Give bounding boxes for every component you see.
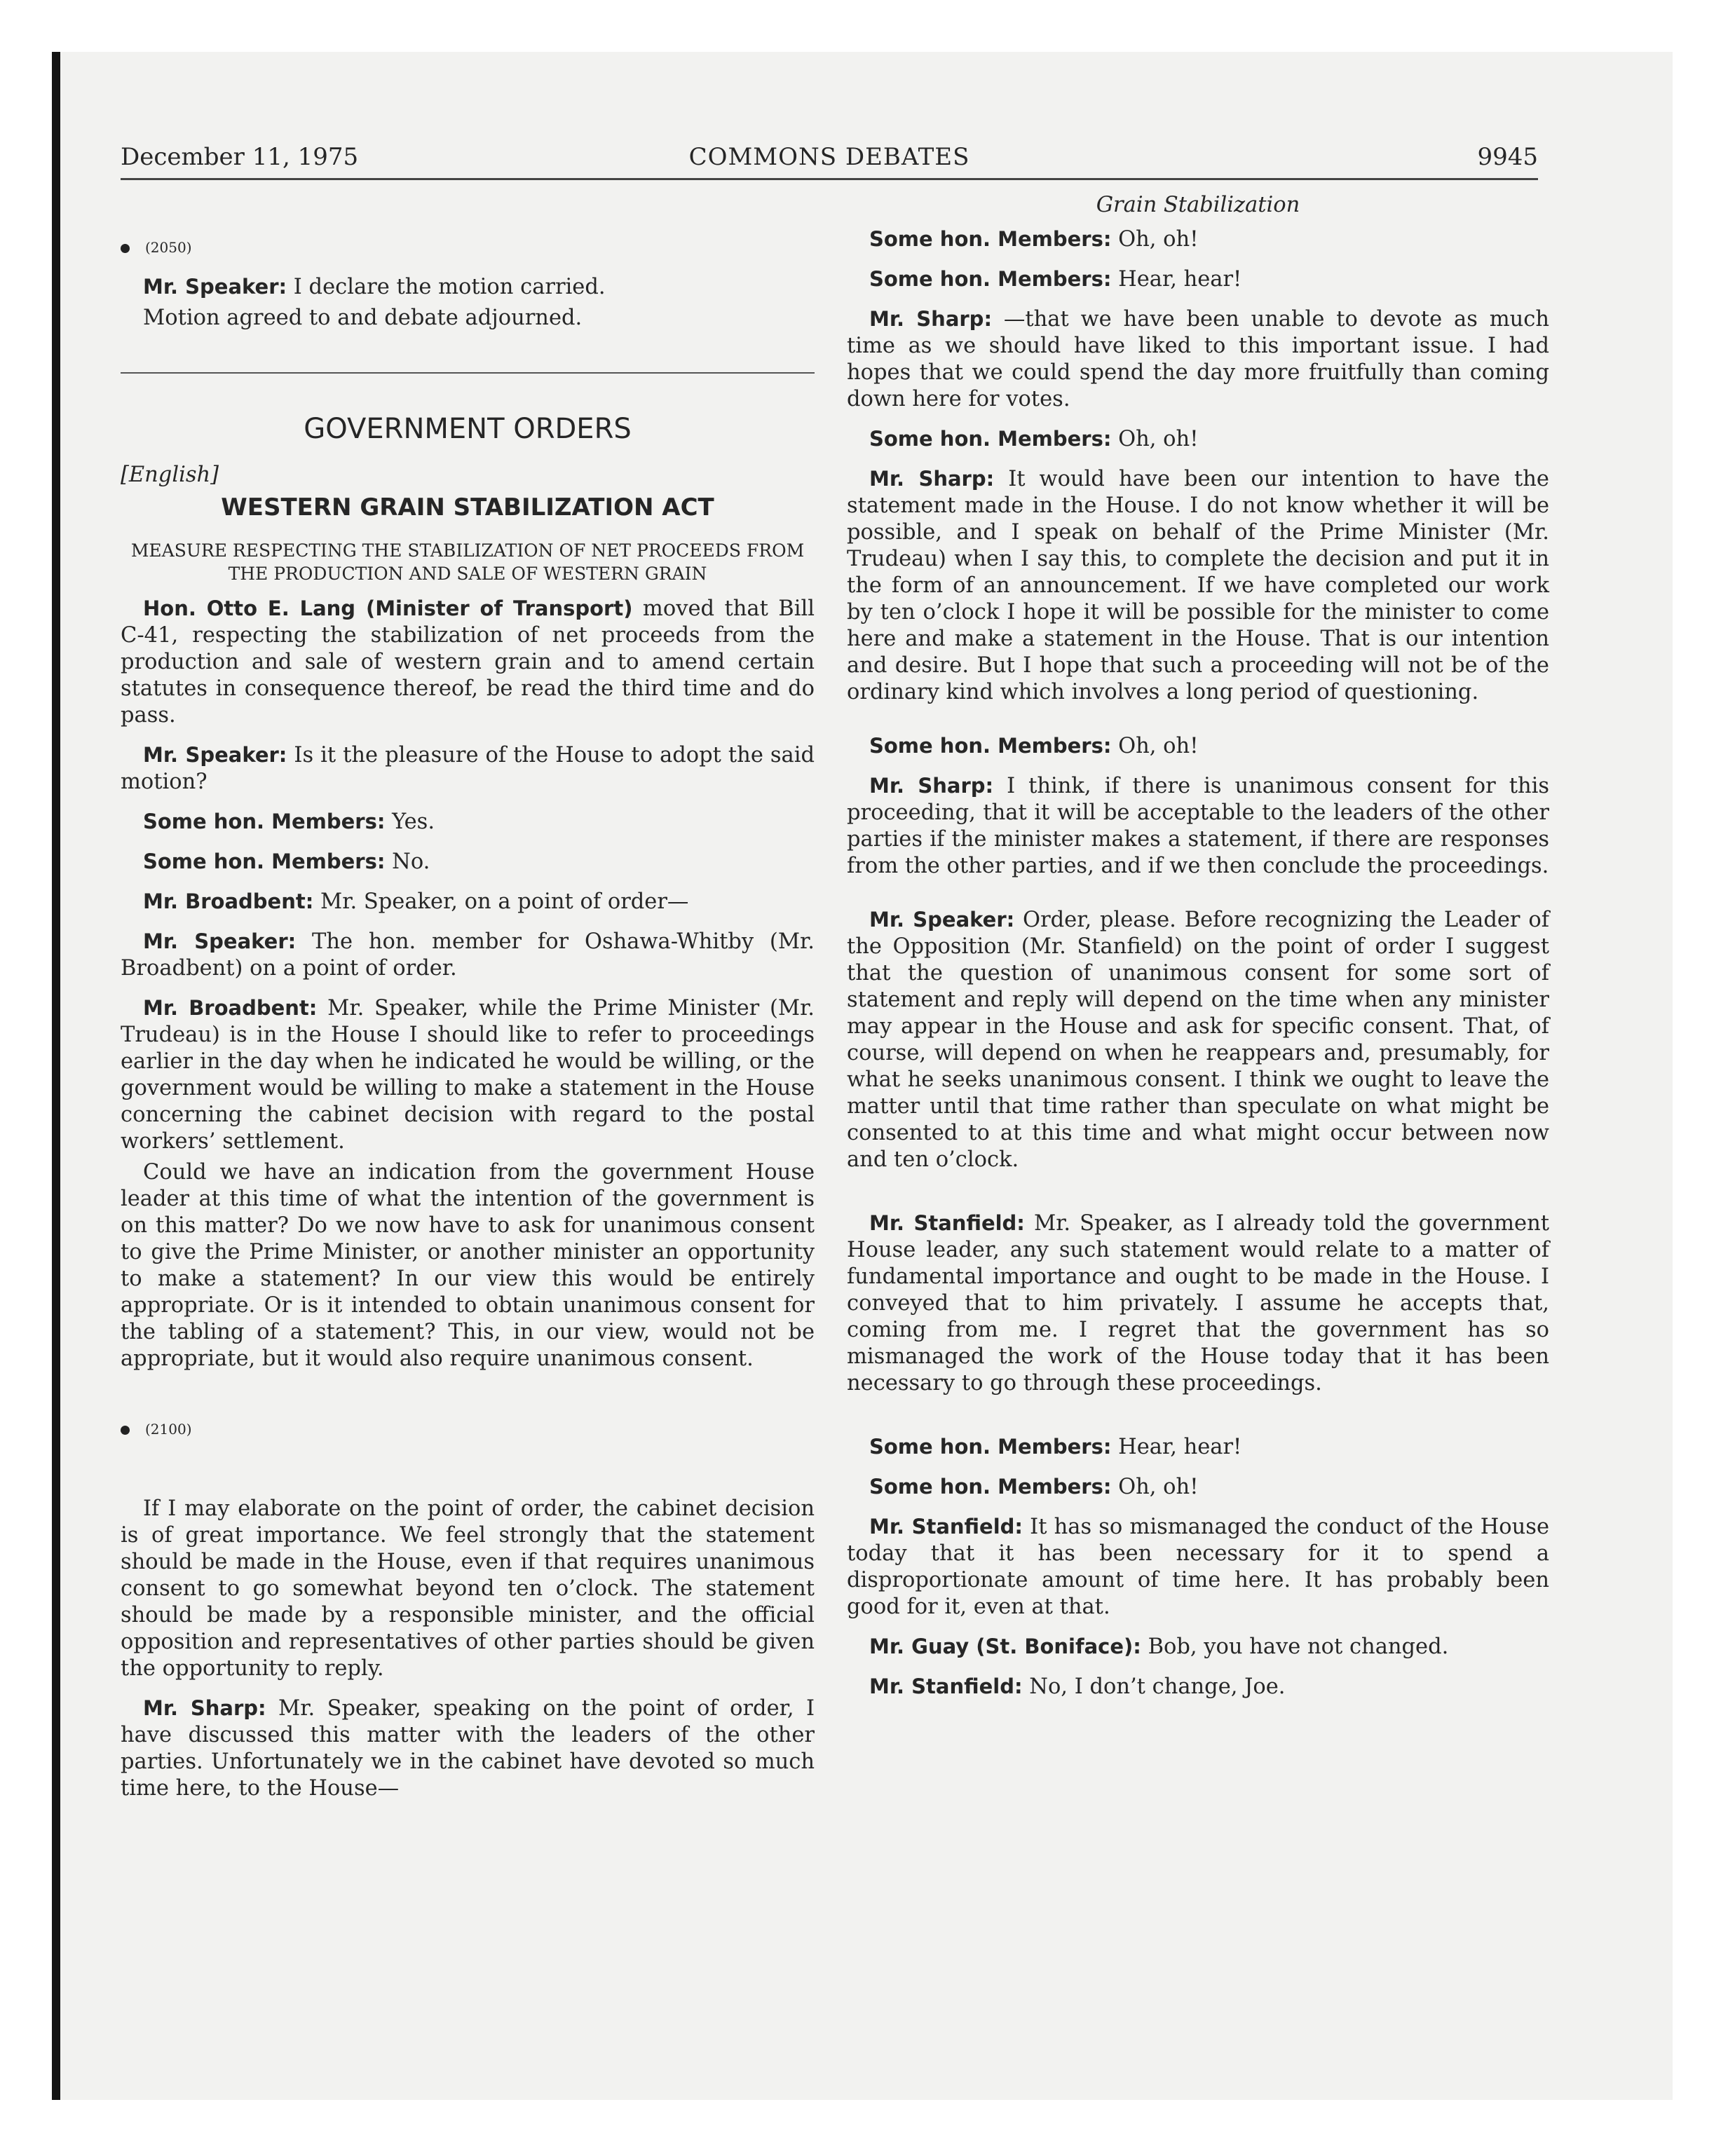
speaker-name: Mr. Sharp: — [143, 1696, 266, 1720]
speech-paragraph — [121, 995, 815, 1155]
section-title: GOVERNMENT ORDERS — [304, 413, 632, 445]
bullet-icon — [121, 244, 130, 253]
speech-paragraph — [847, 906, 1549, 1173]
speech-text: Hear, hear! — [1111, 1435, 1242, 1459]
header-date: December 11, 1975 — [121, 143, 359, 171]
speech-text: —that we have been unable to devote as much time as we should have liked to this important issue. I had hopes that we could spend the day more fruitfully than coming down here for votes. — [847, 307, 1549, 411]
speech-text: I think, if there is unanimous consent for this proceeding, that it will be acceptable to the leaders of the other parties if the minister makes a statement, if there are responses from the other parties, and if we then conclude the proceedings. — [847, 774, 1550, 878]
speech-text: It has so mismanaged the conduct of the House today that it has been necessary for it to spend a disproportionate amount of time here. It has probably been good for it, even at that. — [847, 1515, 1550, 1619]
speech-text: Mr. Speaker, while the Prime Minister (Mr. Trudeau) is in the House I should like to refer to proceedings earlier in the day when he indicated he would be willing, or the government would be willing to make a statement in the House concerning the cabinet decision with regard to the postal workers’ settlement. — [121, 996, 815, 1154]
speech-paragraph — [847, 772, 1549, 880]
speaker-name: Some hon. Members: — [143, 850, 386, 873]
header-publication: COMMONS DEBATES — [688, 143, 970, 171]
speech-paragraph — [121, 808, 815, 835]
speech-paragraph — [847, 306, 1549, 413]
speaker-name: Mr. Sharp: — [869, 774, 994, 798]
header-page-number: 9945 — [1477, 143, 1538, 171]
speaker-name: Mr. Guay (St. Boniface): — [869, 1635, 1141, 1658]
time-marker-text: (2100) — [145, 1421, 192, 1438]
speech-paragraph: If I may elaborate on the point of order, the cabinet decision is of great importance. We feel strongly that the statement should be made in the House, even if that requires unanimous consent to go somewhat beyond ten o’clock. The statement should be made by a responsible minister, and the official opposition and representatives of other parties should be given the opportunity to reply. — [121, 1496, 815, 1681]
act-title: WESTERN GRAIN STABILIZATION ACT — [221, 493, 714, 521]
speaker-name: Mr. Stanfield: — [869, 1515, 1023, 1538]
speech-paragraph — [121, 928, 815, 982]
speech-paragraph — [121, 1695, 815, 1802]
section-divider — [121, 372, 815, 374]
speaker-name: Some hon. Members: — [869, 227, 1112, 251]
speech-paragraph — [847, 1513, 1549, 1621]
speech-text: It would have been our intention to have the statement made in the House. I do not know whether it will be possible, and I speak on behalf of the Prime Minister (Mr. Trudeau) when I say this, to complete the decision and put it in the form of an announcement. If we have completed our work by ten o’clock I hope it will be possible for the minister to come here and make a statement in the House. That is our intention and desire. But I hope that such a proceeding will not be of the ordinary kind which involves a long period of questioning. — [847, 467, 1549, 704]
speech-text: Bob, you have not changed. — [1141, 1635, 1449, 1659]
speech-paragraph — [847, 425, 1549, 453]
speaker-name: Some hon. Members: — [869, 427, 1112, 451]
time-marker-text: (2050) — [145, 239, 192, 256]
speaker-name: Some hon. Members: — [869, 267, 1112, 291]
speech-paragraph — [121, 888, 815, 915]
speech-text: Oh, oh! — [1111, 427, 1199, 451]
speech-text: Hear, hear! — [1111, 267, 1242, 292]
speaker-name: Mr. Speaker: — [143, 275, 287, 299]
speech-text: Yes. — [385, 810, 435, 834]
speech-paragraph — [847, 1633, 1549, 1660]
speech-text: Order, please. Before recognizing the Leader of the Opposition (Mr. Stanfield) on the point of order I suggest that the question of unanimous consent for some sort of statement and reply will depend on the time when any minister may appear in the House and ask for specific consent. That, of course, will depend on when he reappears and, presumably, for what he seeks unanimous consent. I think we ought to leave the matter until that time rather than speculate on what might be consented to at this time and what might occur between now and ten o’clock. — [847, 908, 1549, 1172]
scan-edge — [52, 52, 60, 2100]
speaker-name: Mr. Broadbent: — [143, 996, 318, 1020]
speaker-name: Mr. Speaker: — [143, 743, 287, 767]
speech-paragraph — [847, 1673, 1549, 1700]
speech-text: I declare the motion carried. — [287, 275, 606, 299]
speaker-name: Mr. Stanfield: — [869, 1674, 1023, 1698]
speaker-name: Mr. Speaker: — [143, 929, 297, 953]
speech-paragraph — [847, 226, 1549, 253]
speaker-name: Hon. Otto E. Lang (Minister of Transport) — [143, 596, 633, 620]
speaker-name: Mr. Stanfield: — [869, 1211, 1025, 1235]
speech-paragraph — [847, 1210, 1549, 1397]
speaker-name: Mr. Broadbent: — [143, 889, 314, 913]
procedural-note: Motion agreed to and debate adjourned. — [143, 306, 583, 330]
speech-text: Oh, oh! — [1111, 1475, 1199, 1499]
speaker-name: Mr. Sharp: — [869, 467, 995, 491]
speaker-name: Some hon. Members: — [869, 1435, 1112, 1459]
speech-paragraph: Could we have an indication from the government House leader at this time of what the intention of the government is on this matter? Do we now have to ask for unanimous consent to give the Prime Minister, or another minister an opportunity to make a statement? In our view this would be entirely appropriate. Or is it intended to obtain unanimous consent for the tabling of a statement? This, in our view, would not be appropriate, but it would also require unanimous consent. — [121, 1160, 815, 1371]
topic-heading: Grain Stabilization — [1096, 193, 1300, 217]
speech-paragraph — [121, 595, 815, 729]
time-marker — [121, 234, 815, 261]
speech-paragraph — [847, 1473, 1549, 1501]
speaker-name: Some hon. Members: — [143, 810, 386, 833]
speaker-name: Some hon. Members: — [869, 1475, 1112, 1499]
speech-paragraph — [121, 273, 815, 301]
speech-text: No, I don’t change, Joe. — [1022, 1674, 1286, 1699]
time-marker — [121, 1416, 815, 1442]
language-tag: [English] — [121, 463, 219, 487]
speech-paragraph — [847, 1433, 1549, 1461]
speech-text: The hon. member for Oshawa-Whitby (Mr. Broadbent) on a point of order. — [121, 929, 815, 981]
speech-text: Oh, oh! — [1111, 734, 1199, 758]
page-header — [121, 139, 1538, 180]
speaker-name: Mr. Sharp: — [869, 307, 993, 331]
act-description: MEASURE RESPECTING THE STABILIZATION OF NET PROCEEDS FROM THE PRODUCTION AND SALE OF WESTERN GRAIN — [130, 540, 805, 584]
speaker-name: Some hon. Members: — [869, 734, 1112, 758]
speech-text: moved that Bill C-41, respecting the stabilization of net proceeds from the production and sale of western grain and to amend certain statutes in consequence thereof, be read the third time and do pass. — [121, 596, 815, 728]
left-column — [121, 196, 815, 1815]
speech-text: Mr. Speaker, speaking on the point of order, I have discussed this matter with the leaders of the other parties. Unfortunately we in the cabinet have devoted so much time here, to the House— — [121, 1696, 815, 1801]
right-column — [847, 193, 1550, 1713]
speech-paragraph — [847, 732, 1549, 760]
bullet-icon — [121, 1426, 130, 1435]
speech-paragraph — [847, 266, 1549, 293]
speaker-name: Mr. Speaker: — [869, 908, 1015, 932]
speech-paragraph — [121, 742, 815, 796]
speech-text: Oh, oh! — [1111, 227, 1199, 252]
speech-text: Mr. Speaker, on a point of order— — [313, 889, 689, 914]
speech-text: Is it the pleasure of the House to adopt the said motion? — [121, 743, 815, 794]
speech-paragraph — [121, 848, 815, 875]
speech-text: Mr. Speaker, as I already told the government House leader, any such statement would relate to a matter of fundamental importance and ought to be made in the House. I conveyed that to him privately. I assume he accepts that, coming from me. I regret that the government has so mismanaged the work of the House today that it has been necessary to go through these proceedings. — [847, 1211, 1550, 1396]
speech-paragraph — [847, 465, 1549, 706]
speech-text: No. — [385, 850, 430, 874]
